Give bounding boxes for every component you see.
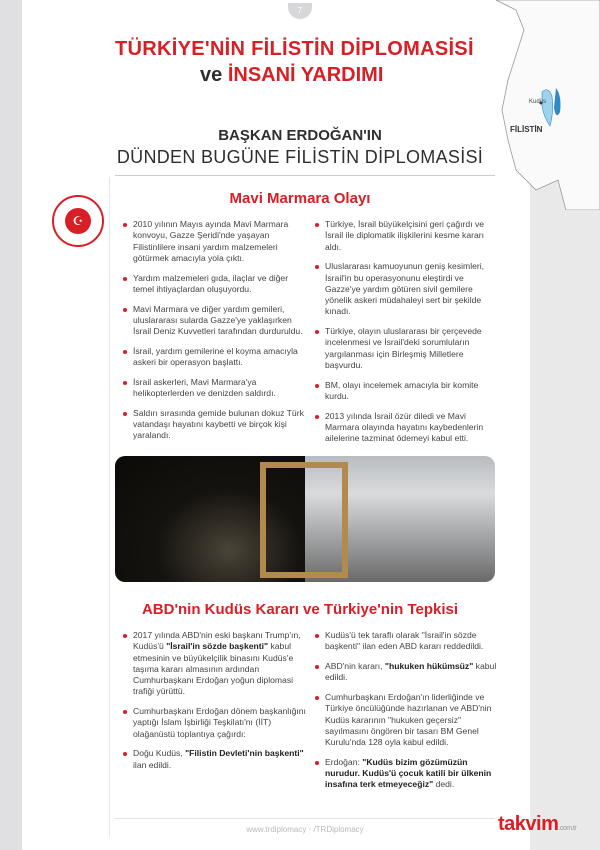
margin-rule (109, 177, 110, 837)
bullet-text: ilan edildi. (133, 759, 172, 770)
main-title: TÜRKİYE'NİN FİLİSTİN DİPLOMASİSİ (115, 38, 474, 60)
bullet-text: 2017 yılında ABD'nin eski başkanı Trump'ın, Kudüs'ü (133, 630, 301, 652)
takvim-watermark-logo (498, 813, 576, 836)
bullet-text: Cumhurbaşkanı Erdoğan dönem başkanlığını yaptığı İslam İşbirliği Teşkilatı'nı (İİT) olağanüstü toplantıya çağırdı: (133, 706, 306, 739)
bullet-item (315, 630, 501, 653)
bullet-text: kabul etmesinin ve büyükelçilik binasını Kudüs'e taşıma kararı almasının ardından Cumhurbaşkanı Erdoğan yoğun diplomasi trafiği yürüttü. (133, 641, 294, 697)
section2-right-column (315, 630, 501, 799)
watermark-suffix: .com.tr (558, 825, 577, 832)
bullet-item: Mavi Marmara ve diğer yardım gemileri, uluslararası sularda Gazze'ye yaklaşırken İsrail Deniz Kuvvetleri tarafından durduruldu. (123, 304, 309, 338)
bullet-emphasis: "hukuken hükümsüz" (384, 660, 474, 671)
bullet-item: Türkiye, olayın uluslararası bir çerçevede incelenmesi ve İsrail'deki sorumluların yargılanması için Birleşmiş Milletlere başvurdu. (315, 326, 501, 371)
bullet-item: 2013 yılında İsrail özür diledi ve Mavi Marmara olayında hayatını kaybedenlerin ailelerine tazminat ödemeyi kabul etti. (315, 411, 501, 445)
bullet-item (315, 661, 501, 684)
section1-right-column (315, 219, 501, 453)
crescent-star-icon: ☪ (65, 208, 91, 234)
map-country-label: FİLİSTİN (510, 125, 543, 134)
photo-gold-frame (260, 462, 348, 578)
title-connector: ve (200, 64, 223, 86)
bullet-item: Saldırı sırasında gemide bulunan dokuz Türk vatandaşı hayatını kaybetti ve birçok kişi yaralandı. (123, 408, 309, 442)
bullet-emphasis: "İsrail'in sözde başkenti" (166, 641, 269, 652)
map-city-label: Kudüs (529, 99, 547, 105)
watermark-brand: takvim (498, 813, 559, 835)
bullet-item (315, 757, 501, 791)
bullet-item: 2010 yılının Mayıs ayında Mavi Marmara konvoyu, Gazze Şeridi'nde yaşayan Filistinlilere insani yardım malzemeleri götürmek amacıyla yola çıktı. (123, 219, 309, 264)
section1-left-column (123, 219, 309, 450)
bullet-item (315, 692, 501, 748)
subtitle-divider (115, 175, 495, 176)
bullet-text: kabul edildi. (325, 660, 497, 683)
bullet-item (123, 630, 309, 698)
bullet-text: Doğu Kudüs, (133, 748, 186, 759)
section2-left-column (123, 630, 309, 779)
bullet-item: Uluslararası kamuoyunun geniş kesimleri, İsrail'in bu operasyonunu eleştirdi ve Gazze'ye yardım götüren sivil gemilere yönelik askeri müdahaleyi sert bir şekilde kınadı. (315, 261, 501, 317)
section1-title: Mavi Marmara Olayı (229, 190, 371, 207)
bullet-item (123, 748, 309, 771)
bullet-item: Yardım malzemeleri gıda, ilaçlar ve diğer temel ihtiyaçlardan oluşuyordu. (123, 273, 309, 296)
main-title-line2 (200, 64, 383, 87)
subtitle-line1: BAŞKAN ERDOĞAN'IN (218, 127, 382, 144)
bullet-emphasis: "Filistin Devleti'nin başkenti" (185, 748, 304, 759)
subtitle-line2: DÜNDEN BUGÜNE FİLİSTİN DİPLOMASİSİ (116, 147, 484, 167)
bullet-item: BM, olayı incelemek amacıyla bir komite kurdu. (315, 380, 501, 403)
bullet-text: Cumhurbaşkanı Erdoğan'ın liderliğinde ve Türkiye öncülüğünde hazırlanan ve ABD'nin Kudüs kararının "hukuken geçersiz" sayılmasını öngören bir tasarı BM Genel Kurulu'nda 128 oyla kabul edildi. (325, 691, 492, 748)
bullet-text: Kudüs'ü tek taraflı olarak "İsrail'in sözde başkenti" ilan eden ABD kararı reddedildi. (325, 630, 484, 652)
bullet-text: ABD'nin kararı, (325, 660, 385, 671)
bullet-item: İsrail, yardım gemilerine el koyma amacıyla askeri bir operasyon başlattı. (123, 346, 309, 369)
bullet-text: dedi. (433, 779, 455, 790)
palestine-map (496, 0, 600, 210)
title-emphasis: İNSANİ YARDIMI (227, 64, 384, 86)
bullet-emphasis: "Kudüs bizim gözümüzün nurudur. Kudüs'ü çocuk katili bir ülkenin insafına terk etmeyeceğiz" (325, 756, 492, 790)
footer-social: www.trdiplomacy · /TRDiplomacy (115, 818, 495, 840)
bullet-item: İsrail askerleri, Mavi Marmara'ya helikopterlerden ve denizden saldırdı. (123, 377, 309, 400)
page-number: 7 (288, 3, 312, 19)
bullet-item (123, 706, 309, 740)
section2-title: ABD'nin Kudüs Kararı ve Türkiye'nin Tepkisi (141, 601, 459, 618)
bullet-text: Erdoğan: (325, 756, 363, 767)
bullet-item: Türkiye, İsrail büyükelçisini geri çağırdı ve İsrail ile diplomatik ilişkilerini kesme kararı aldı. (315, 219, 501, 253)
